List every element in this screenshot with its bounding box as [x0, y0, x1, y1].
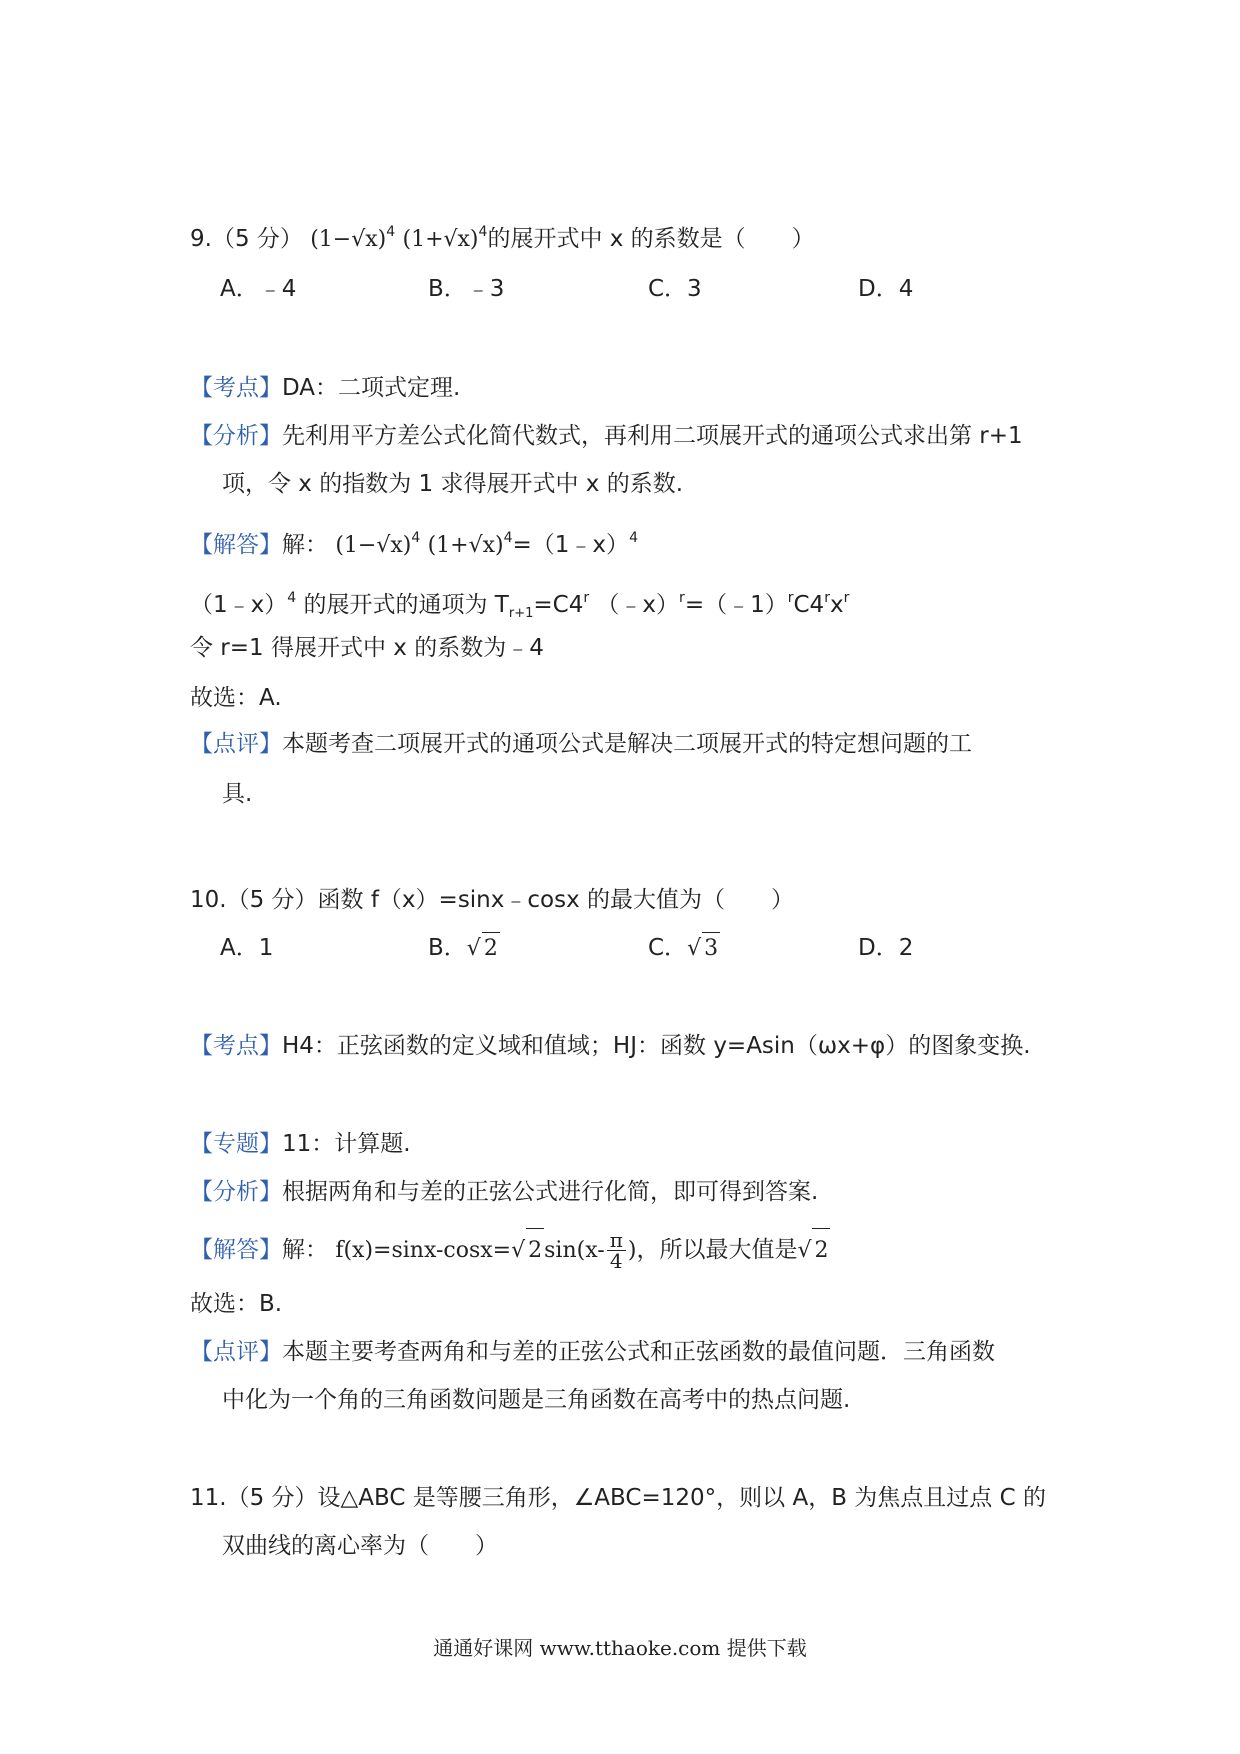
page-footer: 通通好课网 www.tthaoke.com 提供下载 — [433, 1636, 807, 1660]
q10-option-a: A．1 — [220, 935, 274, 961]
pi-over-4: $\frac{\pi}{4}$ — [607, 1230, 626, 1271]
q9-expr-a: (1−√x) — [310, 227, 387, 252]
q10-dianping: 【点评】本题主要考查两角和与差的正弦公式和正弦函数的最值问题．三角函数 — [190, 1339, 995, 1365]
q9-option-a: A．﹣4 — [220, 276, 297, 302]
q9-step3: 令 r=1 得展开式中 x 的系数为﹣4 — [190, 635, 544, 661]
q10-option-d: D．2 — [858, 935, 914, 961]
q9-answer: 故选：A. — [190, 685, 282, 711]
q9-jieda: 【解答】解： $(1-√x)^4$ $(1+√x)^4=(1﹣x)^4$ — [190, 530, 638, 558]
q9-option-d: D．4 — [858, 276, 914, 302]
q9-option-b: B．﹣3 — [428, 276, 505, 302]
q11-stem-line2: 双曲线的离心率为（ ） — [222, 1533, 498, 1559]
q9-dianping: 【点评】本题考查二项展开式的通项公式是解决二项展开式的特定想问题的工 — [190, 731, 972, 757]
q9-fenxi-line2: 项，令 x 的指数为 1 求得展开式中 x 的系数. — [222, 471, 684, 497]
q10-kaodian: 【考点】H4：正弦函数的定义域和值域；HJ：函数 y=Asin（ωx+φ）的图象变换. — [190, 1033, 1031, 1059]
q10-option-b: B．√ 2 — [428, 932, 500, 965]
q9-option-c: C．3 — [648, 276, 702, 302]
q10-zhuanti: 【专题】11：计算题. — [190, 1131, 411, 1157]
q9-stem: 9.（5 分） $(1-√x)^4$ $(1+√x)^4$的展开式中 x 的系数是（ ） — [190, 224, 815, 252]
q10-option-c: C．√ 3 — [648, 932, 720, 965]
q10-dianping-line2: 中化为一个角的三角函数问题是三角函数在高考中的热点问题. — [222, 1387, 851, 1413]
q9-expr-b: (1+√x) — [402, 227, 479, 252]
q10-fenxi: 【分析】根据两角和与差的正弦公式进行化简，即可得到答案. — [190, 1179, 819, 1205]
q10-jieda: 【解答】解： f(x)=sinx-cosx=√ 2sin(x- $\frac{\pi}{4}$ )，所以最大值是√ 2 — [190, 1228, 829, 1273]
q10-stem: 10.（5 分）函数 f（x）=sinx﹣cosx 的最大值为（ ） — [190, 887, 794, 913]
q9-dianping-line2: 具. — [222, 781, 253, 807]
q10-answer: 故选：B. — [190, 1291, 283, 1317]
q11-stem: 11.（5 分）设△ABC 是等腰三角形，∠ABC=120°，则以 A，B 为焦点且过点 C 的 — [190, 1485, 1046, 1511]
q9-kaodian: 【考点】DA：二项式定理. — [190, 375, 461, 401]
q9-step2: （1﹣x）$^4$ 的展开式的通项为 $T_{r+1}=C4^r$ $(﹣x)^r=(﹣1)^rC4^rx^r$ — [190, 590, 850, 621]
q9-fenxi: 【分析】先利用平方差公式化简代数式，再利用二项展开式的通项公式求出第 r+1 — [190, 423, 1023, 449]
